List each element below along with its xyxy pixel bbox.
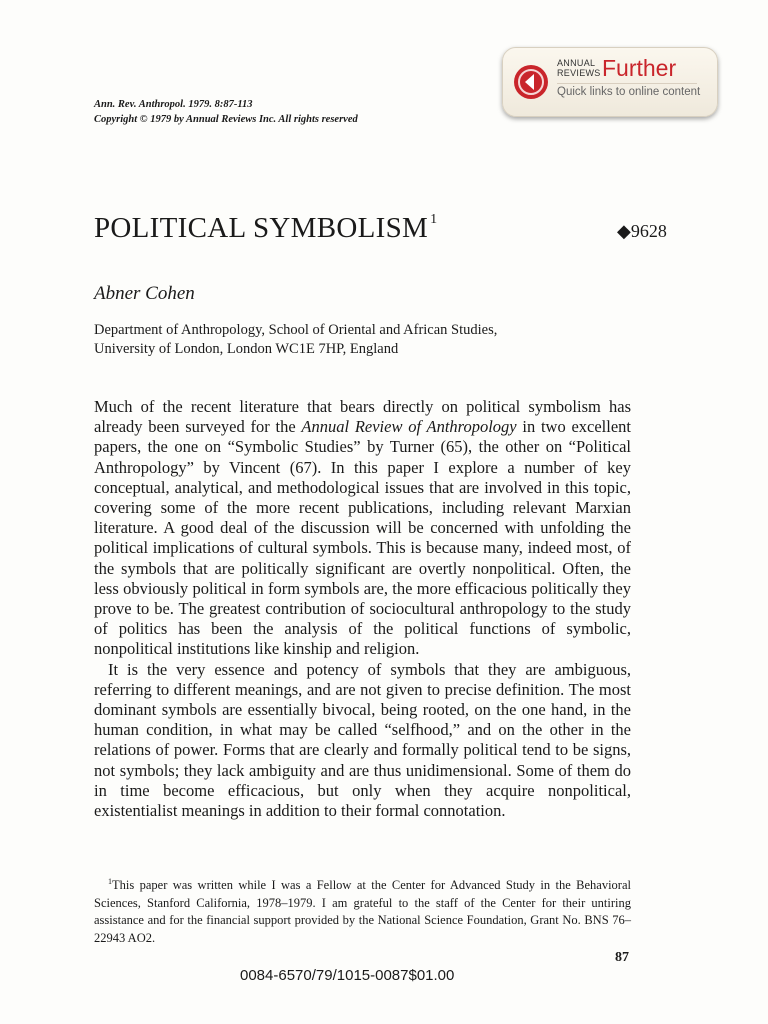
paragraph: It is the very essence and potency of symbols that they are ambiguous, referring to different meanings, and are not given to precise definition. The most dominant symbols are essentially bivocal, being rooted, on the one hand, in the human condition, in what may be called “selfhood,” and on the other in the relations of power. Forms that are clearly and formally political tend to be signs, not symbols; they lack ambiguity and are thus unidimensional. Some of them do in time become efficacious, but only when they acquire nonpolitical, existentialist meanings in addition to their formal connotation. <box>94 659 631 821</box>
journal-title: Annual Review of Anthropology <box>301 417 517 437</box>
footnote-mark: 1 <box>108 877 112 886</box>
banner-tagline: Quick links to online content <box>557 86 701 98</box>
banner-divider <box>557 83 697 84</box>
issn-code: 0084-6570/79/1015-0087$01.00 <box>240 967 455 984</box>
footnote <box>94 873 631 947</box>
circular-left-arrow-icon[interactable] <box>513 64 549 100</box>
banner-publisher-label: ANNUAL REVIEWS <box>557 58 601 78</box>
paragraph: Much of the recent literature that bears directly on political symbolism has already been surveyed for the Annual Review of Anthropology in two excellent papers, the one on “Symbolic Studies” by Turner (65), the other on “Political Anthropology” by Vincent (67). In this paper I explore a number of key conceptual, analytical, and methodological issues that are involved in this topic, covering some of the more recent publications, including relevant Marxian literature. A good deal of the discussion will be concerned with unfolding the political implications of cultural symbols. This is because many, indeed most, of the symbols that are politically significant are overtly nonpolitical. Often, the less obviously political in form symbols are, the more efficacious politically they prove to be. The greatest contribution of sociocultural anthropology to the study of politics has been the analysis of the political functions of symbolic, nonpolitical institutions like kinship and religion. <box>94 397 632 659</box>
author-name: Abner Cohen <box>94 283 195 304</box>
title-footnote-mark: 1 <box>430 212 438 227</box>
citation-line: Ann. Rev. Anthropol. 1979. 8:87-113 <box>94 99 253 110</box>
article-title: POLITICAL SYMBOLISM $^1$ <box>94 212 438 244</box>
article-code: ◆9628 <box>617 221 667 241</box>
author-affiliation: Department of Anthropology, School of Oriental and African Studies, University of London, London WC1E 7HP, England <box>94 322 498 357</box>
banner-further-label: Further <box>602 55 677 81</box>
annual-reviews-further-banner[interactable] <box>502 47 718 117</box>
footnote-text: This paper was written while I was a Fellow at the Center for Advanced Study in the Behavioral Sciences, Stanford California, 1978–1979. I am grateful to the staff of the Center for their untiring assistance and for the financial support provided by the National Science Foundation, Grant No. BNS 76–22943 AO2. <box>94 878 631 945</box>
copyright-line: Copyright © 1979 by Annual Reviews Inc. All rights reserved <box>94 114 358 125</box>
page-number: 87 <box>615 950 629 965</box>
article-body <box>94 397 631 821</box>
citation-header <box>94 97 358 127</box>
